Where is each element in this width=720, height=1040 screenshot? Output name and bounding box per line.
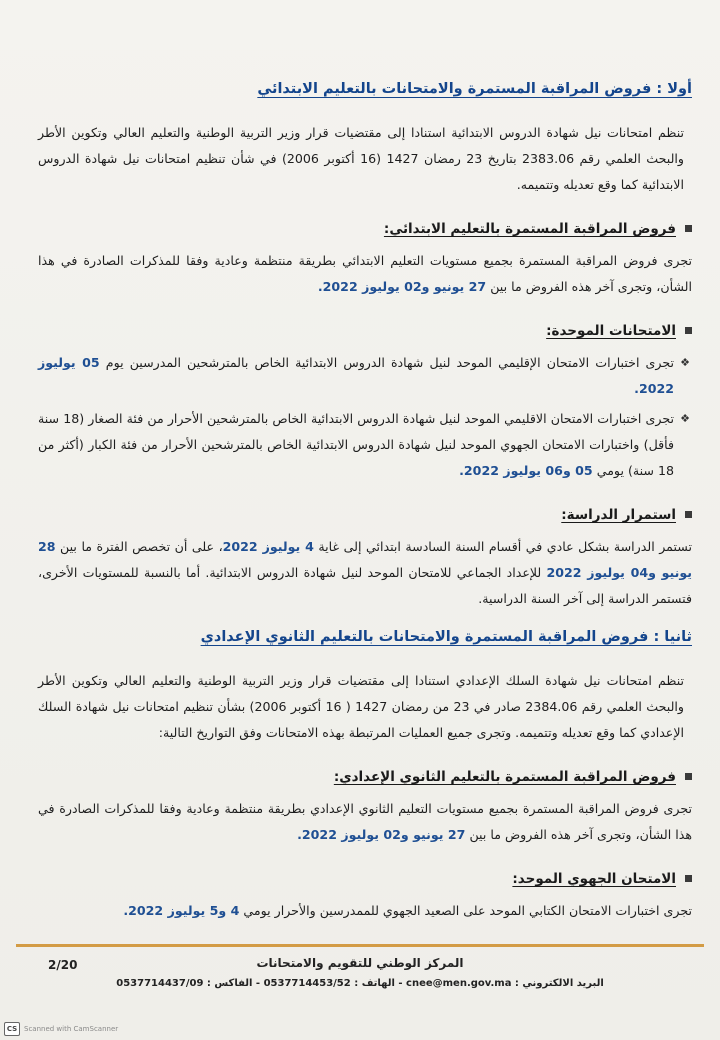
scanner-watermark xyxy=(4,1022,118,1036)
page-footer xyxy=(16,944,704,1004)
document-content xyxy=(38,78,692,942)
bullet2-dates: 05 و06 يوليوز 2022. xyxy=(459,463,593,478)
section1-sub2-heading xyxy=(38,318,692,344)
section1-sub2-title: الامتحانات الموحدة: xyxy=(546,323,676,339)
list-item xyxy=(38,350,692,402)
sub3-text-c: للإعداد الجماعي للامتحان الموحد لنيل شهادة الدروس الابتدائية. أما بالنسبة للمستويات الأخرى، فتستمر الدراسة إلى آخر السنة الدراسية. xyxy=(38,565,692,606)
section2-sub1-dates: 27 يونيو و02 يوليوز 2022. xyxy=(297,827,466,842)
section2-sub2-title: الامتحان الجهوي الموحد: xyxy=(512,871,676,887)
section1-sub1-title: فروض المراقبة المستمرة بالتعليم الابتدائي: xyxy=(383,221,676,237)
scanner-label: Scanned with CamScanner xyxy=(24,1025,119,1033)
section2-sub1-title: فروض المراقبة المستمرة بالتعليم الثانوي الإعدادي: xyxy=(333,769,676,785)
bullet2-text: تجرى اختبارات الامتحان الاقليمي الموحد لنيل شهادة الدروس الابتدائية الخاص بالمترشحين الأحرار من فئة الصغار (18 سنة فأقل) واختبارات الامتحان الجهوي الموحد لنيل شهادة الدروس الابتدائية الخاص بالمترشحين الأحرار من فئة الكبار (أكثر من 18 سنة) يومي xyxy=(38,411,674,478)
section2-sub2-text: تجرى اختبارات الامتحان الكتابي الموحد على الصعيد الجهوي للممدرسين والأحرار يومي xyxy=(239,903,692,918)
section1-sub1-heading xyxy=(38,216,692,242)
section2-title: ثانيا : فروض المراقبة المستمرة والامتحانات بالتعليم الثانوي الإعدادي xyxy=(200,629,692,645)
square-bullet-icon xyxy=(685,225,692,232)
section1-sub1-dates: 27 يونيو و02 يوليوز 2022. xyxy=(317,279,487,294)
sub3-text-b: ، على أن تخصص الفترة ما بين xyxy=(55,539,223,554)
section2-sub1-paragraph xyxy=(38,796,692,848)
diamond-bullet-icon: ❖ xyxy=(680,412,690,425)
section2-sub2-dates: 4 و5 يوليوز 2022. xyxy=(123,903,240,918)
sub3-text-a: تستمر الدراسة بشكل عادي في أقسام السنة السادسة ابتدائي إلى غاية xyxy=(313,539,692,554)
square-bullet-icon xyxy=(685,773,692,780)
section1-intro: تنظم امتحانات نيل شهادة الدروس الابتدائية استنادا إلى مقتضيات قرار وزير التربية الوطنية والتعليم العالي وتكوين الأطر والبحث العلمي رقم 2383.06 بتاريخ 23 رمضان 1427 (16 أكتوبر 2006) في شأن تنظيم امتحانات نيل شهادة الدروس الابتدائية كما وقع تعديله وتتميمه. xyxy=(38,125,684,192)
section2-sub1-text: تجرى فروض المراقبة المستمرة بجميع مستويات التعليم الثانوي الإعدادي بطريقة منتظمة وعادية وفقا للمذكرات الصادرة في هذا الشأن، وتجرى آخر هذه الفروض ما بين xyxy=(38,801,692,842)
bullet1-dates: 05 يوليوز 2022. xyxy=(38,355,674,396)
section1-sub1-text: تجرى فروض المراقبة المستمرة بجميع مستويات التعليم الابتدائي بطريقة منتظمة وعادية وفقا للمذكرات الصادرة في هذا الشأن، وتجرى آخر هذه الفروض ما بين xyxy=(38,253,692,294)
square-bullet-icon xyxy=(685,511,692,518)
section2-intro: تنظم امتحانات نيل شهادة السلك الإعدادي استنادا إلى مقتضيات قرار وزير التربية الوطنية والتعليم العالي وتكوين الأطر والبحث العلمي رقم 2384.06 صادر في 23 من رمضان 1427 ( 16 أكتوبر 2006) بشأن تنظيم امتحانات نيل شهادة السلك الإعدادي كما وقع تعديله وتتميمه. وتجرى جميع العمليات المرتبطة بهذه الامتحانات وفق التواريخ التالية: xyxy=(38,673,685,740)
section2-sub1-heading xyxy=(38,764,692,790)
section1-sub3-heading xyxy=(38,502,692,528)
section1-sub3-title: استمرار الدراسة: xyxy=(561,507,676,523)
section2-sub2-paragraph xyxy=(38,898,692,924)
sub3-dates-a: 4 يوليوز 2022 xyxy=(222,539,314,554)
page-number: 2/20 xyxy=(48,958,78,972)
square-bullet-icon xyxy=(685,875,692,882)
section2-sub2-heading xyxy=(38,866,692,892)
bullet1-text: تجرى اختبارات الامتحان الإقليمي الموحد لنيل شهادة الدروس الابتدائية الخاص بالمترشحين المدرسين يوم xyxy=(99,355,674,370)
list-item xyxy=(38,406,692,484)
footer-center-name: المركز الوطني للتقويم والامتحانات xyxy=(256,956,464,970)
sub3-dates-b: 28 يونيو و04 يوليوز 2022 xyxy=(38,539,692,580)
square-bullet-icon xyxy=(685,327,692,334)
section1-title: أولا : فروض المراقبة المستمرة والامتحانات بالتعليم الابتدائي xyxy=(257,81,692,97)
camscanner-icon: CS xyxy=(4,1022,20,1036)
section1-sub3-paragraph xyxy=(38,534,692,612)
footer-divider xyxy=(16,944,704,947)
footer-contact: البريد الالكتروني : cnee@men.gov.ma - الهاتف : 0537714453/52 - الفاكس : 0537714437/09 xyxy=(116,978,604,989)
section1-sub1-paragraph xyxy=(38,248,692,300)
diamond-bullet-icon: ❖ xyxy=(680,356,690,369)
